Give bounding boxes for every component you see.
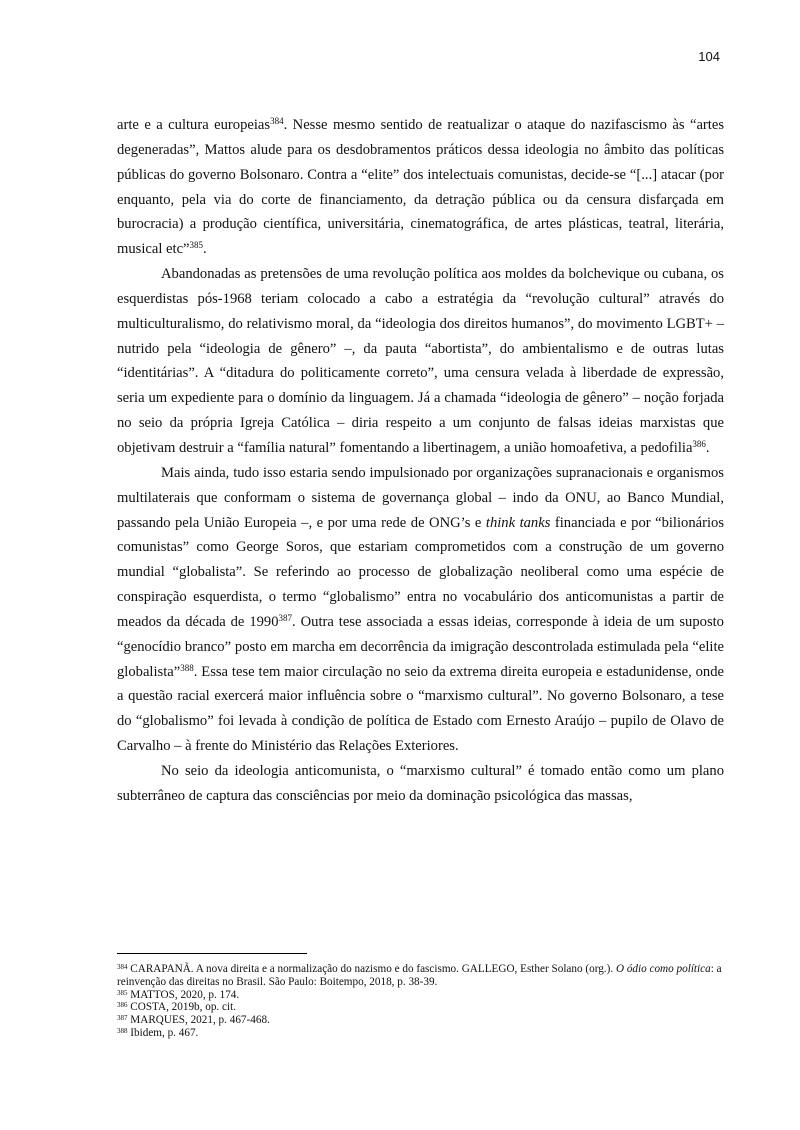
- text-run: . Nesse mesmo sentido de reatualizar o ataque do nazifascismo às “artes degeneradas”, Mattos alude para os desdobramentos práticos dessa ideologia no âmbito das políticas públicas do governo Bolsonaro. Contra a “elite” dos intelectuais comunistas, decide-se “[...] atacar (por enquanto, pela via do corte de financiamento, da detração pública ou da censura disfarçada em burocracia) a produção científica, universitária, cinematográfica, de artes plásticas, teatral, literária, musical etc”: [117, 117, 724, 258]
- footnote-number: 385: [117, 988, 128, 997]
- body-text: [117, 113, 724, 809]
- footnote: [117, 1001, 724, 1014]
- footnote: [117, 989, 724, 1002]
- text-run: Abandonadas as pretensões de uma revolução política aos moldes da bolchevique ou cubana, os esquerdistas pós-1968 teriam colocado a cabo a estratégia da “revolução cultural” através do multiculturalismo, do relativismo moral, da “ideologia dos direitos humanos”, do movimento LGBT+ – nutrido pela “ideologia de gênero” –, da pauta “abortista”, do ambientalismo e de outras lutas “identitárias”. A “ditadura do politicamente correto”, uma censura velada à liberdade de expressão, seria um expediente para o domínio da linguagem. Já a chamada “ideologia de gênero” – noção forjada no seio da própria Igreja Católica – diria respeito a um conjunto de falsas ideias marxistas que objetivam destruir a “família natural” fomentando a libertinagem, a união homoafetiva, a pedofilia: [117, 266, 724, 456]
- footnote: [117, 1027, 724, 1040]
- paragraph: [117, 262, 724, 461]
- footnote-ref: 387: [278, 612, 293, 623]
- page-number: 104: [698, 49, 720, 64]
- footnote-number: 387: [117, 1014, 128, 1023]
- text-run: MATTOS, 2020, p. 174.: [127, 988, 240, 1001]
- footnote-number: 384: [117, 963, 128, 971]
- text-run: . Outra tese associada a essas ideias, corresponde à ideia de um suposto “genocídio branco” posto em marcha em decorrência da imigração descontrolada estimulada pela “elite globalista”: [117, 613, 724, 680]
- footnote-ref: 384: [270, 116, 284, 126]
- text-run: .: [705, 439, 710, 456]
- footnotes: [117, 963, 724, 1040]
- text-run: MARQUES, 2021, p. 467-468.: [127, 1014, 270, 1027]
- text-run: arte e a cultura europeias: [117, 117, 271, 133]
- text-run: financiada e por “bilionários comunistas” como George Soros, que estariam comprometidos com a construção de um governo mundial “globalista”. Se referindo ao processo de globalização neoliberal como uma espécie de conspiração esquerdista, o termo “globalismo” entra no vocabulário dos anticomunistas a partir de meados da década de 1990: [117, 514, 724, 630]
- text-run: : a reinvenção das direitas no Brasil. São Paulo: Boitempo, 2018, p. 38-39.: [117, 963, 722, 988]
- footnote: [117, 963, 724, 989]
- text-run: Ibidem, p. 467.: [127, 1026, 199, 1039]
- italic-text: O ódio como política: [615, 963, 711, 975]
- text-run: . Essa tese tem maior circulação no seio da extrema direita europeia e estadunidense, onde a questão racial exercerá maior influência sobre o “marxismo cultural”. No governo Bolsonaro, a tese do “globalismo” foi levada à condição de política de Estado com Ernesto Araújo – pupilo de Olavo de Carvalho – à frente do Ministério das Relações Exteriores.: [117, 663, 724, 755]
- footnote-ref: 385: [189, 240, 204, 251]
- footnote-ref: 386: [692, 438, 706, 449]
- footnote-separator: [117, 953, 307, 954]
- text-run: COSTA, 2019b, op. cit.: [127, 1001, 236, 1014]
- paragraph: [117, 113, 724, 262]
- footnote-ref: 388: [180, 662, 194, 673]
- italic-text: think tanks: [485, 514, 551, 531]
- paragraph: [117, 759, 724, 809]
- text-run: CARAPANÃ. A nova direita e a normalização do nazismo e do fascismo. GALLEGO, Esther Solano (org.).: [127, 963, 616, 975]
- footnote: [117, 1014, 724, 1027]
- text-run: No seio da ideologia anticomunista, o “marxismo cultural” é tomado então como um plano subterrâneo de captura das consciências por meio da dominação psicológica das massas,: [117, 762, 724, 804]
- text-run: Mais ainda, tudo isso estaria sendo impulsionado por organizações supranacionais e organismos multilaterais que conformam o sistema de governança global – indo da ONU, ao Banco Mundial, passando pela União Europeia –, e por uma rede de ONG’s e: [117, 464, 724, 531]
- footnote-number: 388: [117, 1026, 128, 1035]
- paragraph: [117, 461, 724, 759]
- text-run: .: [203, 241, 207, 258]
- footnote-number: 386: [117, 1001, 128, 1010]
